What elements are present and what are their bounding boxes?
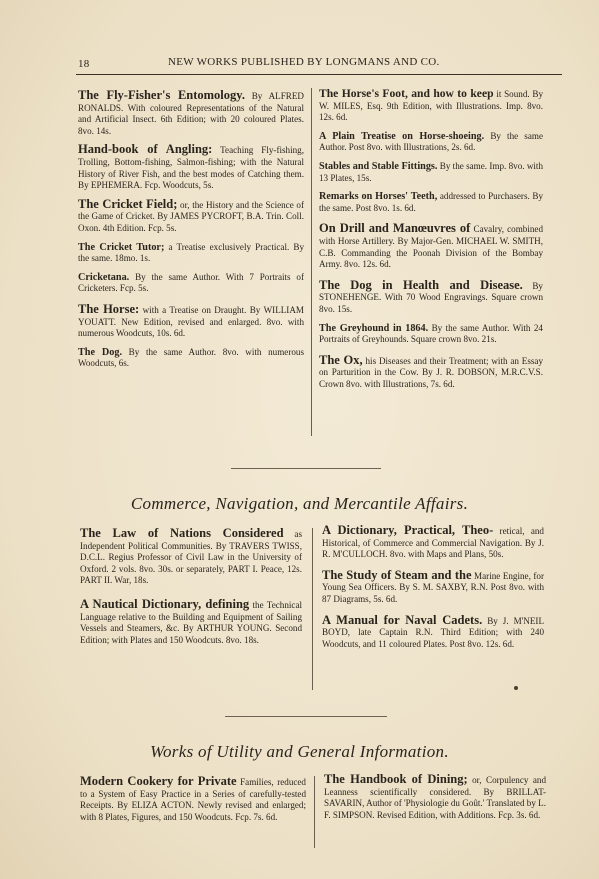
entry-title: A Plain Treatise on Horse-shoeing.	[319, 130, 485, 142]
section2-left-column	[80, 528, 302, 653]
entry-description: his Diseases and their Treatment; with an Essay on Parturition in the Cow. By J. R. DOBSON, M.R.C.V.S. Crown 8vo. with Illustrations, 7s. 6d.	[319, 355, 544, 389]
list-item	[78, 90, 304, 137]
column-divider	[314, 776, 315, 848]
header-rule	[76, 74, 562, 75]
entry-title: The Cricket Field;	[78, 196, 178, 211]
section3-right-column	[324, 774, 546, 828]
page-header	[78, 56, 562, 70]
entry-title: Cricketana.	[78, 271, 130, 283]
entry-description: By the same. Imp. 8vo. with 13 Plates, 15s.	[319, 160, 543, 183]
entry-description: it Sound. By W. MILES, Esq. 9th Edition, with Illustrations. Imp. 8vo. 12s. 6d.	[319, 89, 544, 123]
entry-title: The Ox,	[319, 352, 363, 367]
column-divider	[311, 88, 312, 436]
list-item	[319, 191, 543, 214]
entry-description: Marine Engine, for Young Sea Officers. By S. M. SAXBY, R.N. Post 8vo. with 87 Diagrams, 5s. 6d.	[322, 570, 544, 604]
list-item	[78, 272, 304, 295]
entry-title: The Study of Steam and the	[322, 567, 472, 582]
entry-description: By the same Author. With 24 Portraits of Greyhounds. Square crown 8vo. 21s.	[319, 322, 543, 345]
entry-title: The Horse:	[78, 301, 140, 316]
entry-description: retical, and Historical, of Commerce and Commercial Navigation. By J. R. M'CULLOCH. 8vo. with Maps and Plans, 50s.	[322, 526, 544, 560]
entry-title: On Drill and Manœuvres of	[319, 221, 471, 236]
entry-description: or, the History and the Science of the Game of Cricket. By JAMES PYCROFT, B.A. Trin. Coll. Oxon. 4th Edition. Fcp. 5s.	[78, 199, 304, 233]
list-item	[80, 776, 306, 823]
entry-title: The Dog in Health and Disease.	[319, 277, 523, 292]
list-item	[78, 347, 304, 370]
list-item	[80, 596, 303, 646]
entry-description: By J. M'NEIL BOYD, late Captain R.N. Third Edition; with 240 Woodcuts, and 11 coloured Plates. Post 8vo. 12s. 6d.	[322, 615, 544, 649]
entry-description: By the same Author. Post 8vo. with Illustrations, 2s. 6d.	[319, 130, 543, 153]
list-item	[78, 242, 304, 265]
list-item	[319, 161, 543, 184]
list-item	[78, 144, 304, 191]
list-item	[319, 277, 543, 316]
entry-title: Modern Cookery for Private	[80, 774, 237, 788]
section1-right-column	[319, 88, 543, 397]
list-item	[319, 88, 543, 124]
entry-title: The Horse's Foot, and how to keep	[319, 87, 494, 100]
entry-title: The Dog.	[78, 346, 123, 358]
list-item	[322, 567, 544, 606]
entry-description: or, Corpulency and Leanness scientifically considered. By BRILLAT-SAVARIN, Author of 'Physiologie du Goût.' Translated by L. F. SIMPSON. Revised Edition, with Additions. Fcp. 3s. 6d.	[324, 775, 546, 820]
list-item	[319, 223, 543, 270]
list-item	[78, 301, 304, 340]
entry-description: the Technical Language relative to the Building and Equipment of Sailing Vessels and Steamers, &c. By ARTHUR YOUNG. Second Edition; with Plates and 150 Woodcuts. 8vo. 18s.	[80, 599, 303, 645]
entry-description: By the same Author. With 7 Portraits of Cricketers. Fcp. 5s.	[78, 271, 304, 294]
list-item	[322, 612, 544, 651]
column-divider	[312, 528, 313, 690]
section-rule	[225, 716, 387, 717]
entry-description: addressed to Purchasers. By the same. Post 8vo. 1s. 6d.	[319, 191, 544, 213]
entry-description: Teaching Fly-fishing, Trolling, Bottom-fishing, Salmon-fishing; with the Natural History of River Fish, and the best modes of Catching them. By EPHEMERA. Fcp. Woodcuts, 5s.	[78, 145, 304, 191]
entry-description: By the same Author. 8vo. with numerous Woodcuts, 6s.	[78, 346, 304, 369]
list-item	[322, 525, 544, 561]
entry-description: with a Treatise on Draught. By WILLIAM YOUATT. New Edition, revised and enlarged. 8vo. with numerous Woodcuts, 10s. 6d.	[78, 304, 304, 339]
list-item	[78, 196, 304, 235]
entry-title: Hand-book of Angling:	[78, 142, 213, 157]
entry-title: A Nautical Dictionary, defining	[80, 596, 250, 611]
entry-title: The Cricket Tutor;	[78, 241, 165, 253]
ink-speck	[514, 686, 518, 690]
entry-description: By STONEHENGE. With 70 Wood Engravings. Square crown 8vo. 15s.	[319, 280, 543, 314]
entry-description: as Independent Political Communities. By TRAVERS TWISS, D.C.L. Regius Professor of Civil Law in the University of Oxford. 2 vols. 8vo. 30s. or separately, PART I. Peace, 12s. PART II. War, 18s.	[80, 529, 302, 586]
section-heading: Commerce, Navigation, and Mercantile Affairs.	[130, 494, 469, 513]
entry-title: The Handbook of Dining;	[324, 772, 468, 786]
list-item	[319, 323, 543, 346]
section-rule	[231, 468, 381, 469]
list-item	[324, 774, 546, 821]
list-item	[319, 352, 544, 391]
page-number: 18	[78, 58, 90, 70]
list-item	[319, 131, 543, 154]
entry-title: The Law of Nations Considered	[80, 526, 284, 540]
section1-left-column	[78, 90, 304, 377]
entry-title: The Greyhound in 1864.	[319, 322, 429, 334]
entry-title: Stables and Stable Fittings.	[319, 160, 438, 172]
section2-right-column	[322, 525, 544, 657]
entry-title: Remarks on Horses' Teeth,	[319, 191, 438, 203]
running-head: NEW WORKS PUBLISHED BY LONGMANS AND CO.	[168, 56, 440, 68]
entry-description: Cavalry, combined with Horse Artillery. By Major-Gen. MICHAEL W. SMITH, C.B. Commanding the Poonah Division of the Bombay Army. 8vo. 12s. 6d.	[319, 224, 544, 270]
entry-title: A Dictionary, Practical, Theo-	[322, 523, 494, 537]
section-heading: Works of Utility and General Information.	[150, 742, 449, 761]
entry-title: A Manual for Naval Cadets.	[322, 612, 483, 627]
list-item	[80, 528, 302, 587]
entry-description: By ALFRED RONALDS. With coloured Representations of the Natural and Artificial Insect. 6th Edition; with 20 coloured Plates. 8vo. 14s.	[78, 91, 304, 136]
section3-left-column	[80, 776, 306, 830]
entry-description: Families, reduced to a System of Easy Practice in a Series of carefully-tested Receipts. By ELIZA ACTON. Newly revised and enlarged; with 8 Plates, Figures, and 150 Woodcuts. Fcp. 7s. 6d.	[80, 777, 306, 822]
entry-description: a Treatise exclusively Practical. By the same. 18mo. 1s.	[78, 241, 304, 264]
entry-title: The Fly-Fisher's Entomology.	[78, 88, 245, 102]
